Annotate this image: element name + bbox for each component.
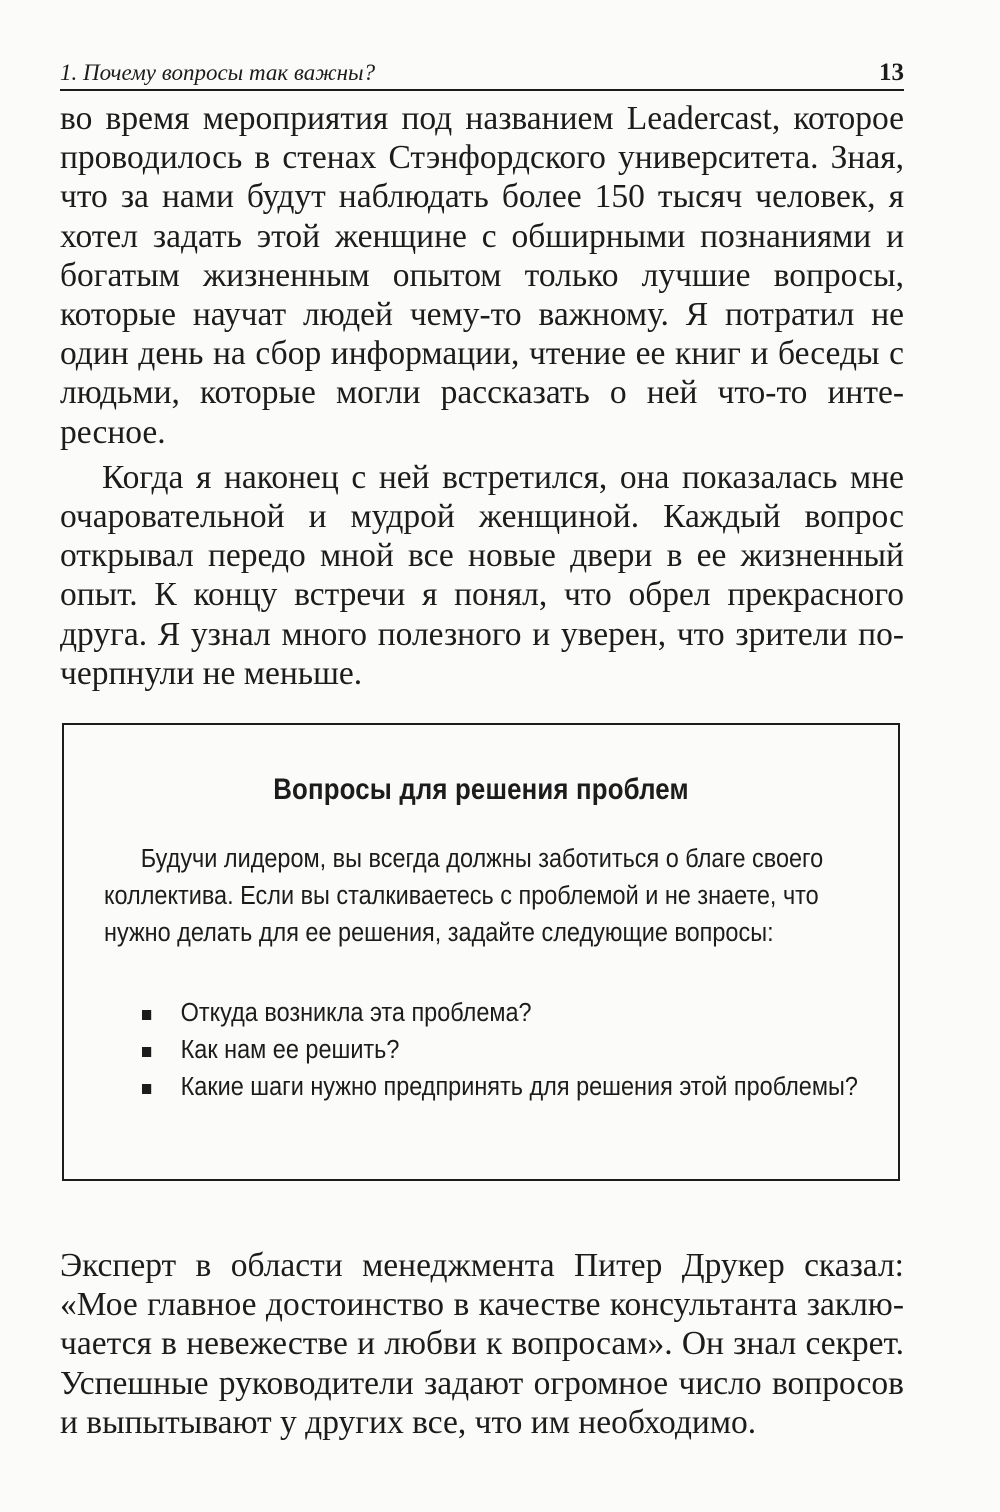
list-item-text: Какие шаги нужно предпринять для решения этой проблемы? (180, 1073, 858, 1101)
box-title: Вопросы для решения проблем (273, 773, 689, 806)
list-item-text: Как нам ее решить? (180, 1036, 400, 1064)
list-item-text: Откуда возникла эта проблема? (180, 999, 532, 1027)
box-intro-line: Будучи лидером, вы всегда должны заботиться о благе своего (140, 845, 824, 873)
list-item (142, 1069, 869, 1106)
question-list (142, 995, 869, 1106)
bullet-square-icon (142, 1010, 151, 1020)
running-header (60, 50, 904, 91)
paragraph-1: во время мероприятия под названием Leadercast, которое проводилось в стенах Стэнфордского университета. Зная, что за нами будут наблюдать более 150 тысяч человек, я хотел задать этой женщине с обширными познаниями и богатым жизненным опытом только лучшие вопросы, которые научат людей чему-то важному. Я потратил не один день на сбор информации, чтение ее книг и беседы с людьми, которые могли рассказать о ней что-то интересное. (60, 100, 904, 451)
box-intro-line: нужно делать для ее решения, задайте следующие вопросы: (104, 919, 774, 947)
bullet-square-icon (142, 1084, 151, 1094)
main-text (60, 99, 904, 693)
box-intro (104, 841, 868, 952)
list-item (142, 995, 869, 1032)
bullet-square-icon (142, 1047, 151, 1057)
list-item (142, 1032, 869, 1069)
book-page (60, 50, 904, 1441)
paragraph-2: Когда я наконец с ней встретился, она показалась мне очаровательной и мудрой женщиной. Каждый вопрос открывал передо мной все новые двери в ее жизненный опыт. К концу встречи я понял, что обрел прекрасного друга. Я узнал много полезного и уверен, что зрители почерпнули не меньше. (60, 458, 904, 692)
chapter-title: 1. Почему вопросы так важны? (60, 60, 376, 85)
paragraph-3: Эксперт в области менеджмента Питер Друкер сказал: «Мое главное достоинство в качестве консультанта заключается в невежестве и любви к вопросам». Он знал секрет. Успешные руководители задают огромное число вопросов и выпытывают у других все, что им необходимо. (60, 1247, 904, 1441)
page-number: 13 (879, 59, 904, 86)
closing-text (60, 1246, 904, 1442)
sidebar-box (62, 723, 900, 1181)
box-intro-line: коллектива. Если вы сталкиваетесь с проблемой и не знаете, что (104, 882, 819, 910)
